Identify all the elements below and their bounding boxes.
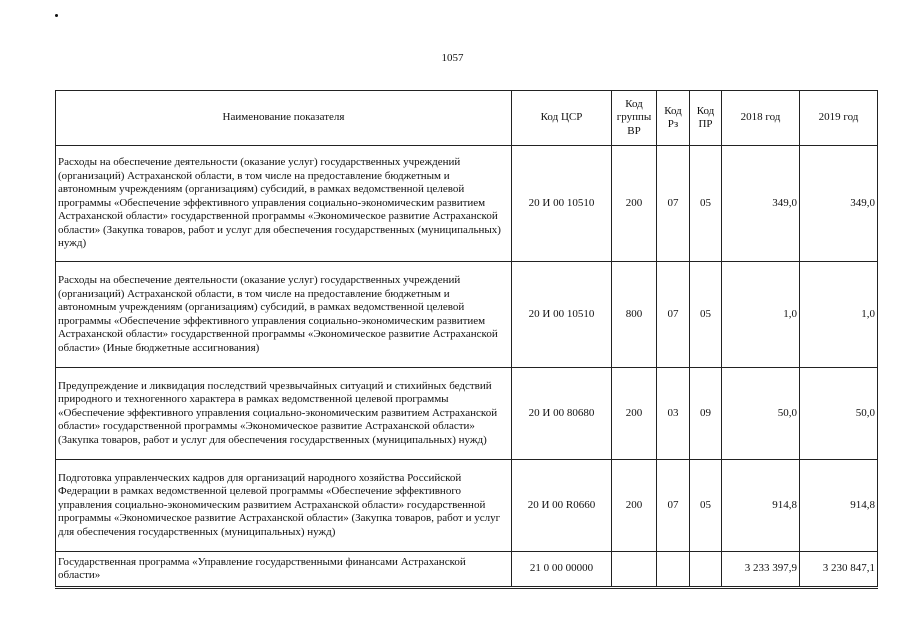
row-vr: 200 [612,146,657,262]
row-csr: 20 И 00 10510 [512,262,612,368]
header-2019: 2019 год [800,91,878,146]
table-header-row [56,91,878,146]
row-csr: 20 И 00 R0660 [512,460,612,552]
row-name: Расходы на обеспечение деятельности (оказание услуг) государственных учреждений (организаций) Астраханской области, в том числе на предоставление бюджетным и автономным учреждениям (организациям) субсидий, в рамках ведомственной целевой программы «Обеспечение эффективного управления социально-экономическим развитием Астраханской области» государственной программы «Экономическое развитие Астраханской области» (Закупка товаров, работ и услуг для обеспечения государственных (муниципальных) нужд) [56,146,512,262]
row-rz [657,552,690,588]
row-vr: 800 [612,262,657,368]
row-2019: 50,0 [800,368,878,460]
row-vr: 200 [612,368,657,460]
row-name: Государственная программа «Управление государственными финансами Астраханской области» [56,552,512,588]
header-pr: Код ПР [690,91,722,146]
row-pr: 05 [690,262,722,368]
row-csr: 20 И 00 80680 [512,368,612,460]
table-row [56,368,878,460]
row-pr [690,552,722,588]
row-name: Подготовка управленческих кадров для организаций народного хозяйства Российской Федерации в рамках ведомственной целевой программы «Обеспечение эффективного управления социально-экономическим развитием Астраханской области» государственной программы «Экономическое развитие Астраханской области» (Закупка товаров, работ и услуг для обеспечения государственных (муниципальных) нужд) [56,460,512,552]
row-2018: 1,0 [722,262,800,368]
header-2018: 2018 год [722,91,800,146]
table-row [56,552,878,588]
row-csr: 20 И 00 10510 [512,146,612,262]
row-csr: 21 0 00 00000 [512,552,612,588]
row-2018: 3 233 397,9 [722,552,800,588]
header-csr: Код ЦСР [512,91,612,146]
budget-table [55,90,878,589]
row-2018: 349,0 [722,146,800,262]
row-rz: 03 [657,368,690,460]
row-rz: 07 [657,262,690,368]
page-number: 1057 [441,52,464,64]
stray-dot-mark [55,14,58,17]
row-2018: 50,0 [722,368,800,460]
row-pr: 05 [690,460,722,552]
table-row [56,146,878,262]
row-2019: 3 230 847,1 [800,552,878,588]
header-name: Наименование показателя [56,91,512,146]
row-vr: 200 [612,460,657,552]
row-name: Предупреждение и ликвидация последствий чрезвычайных ситуаций и стихийных бедствий природного и техногенного характера в рамках ведомственной целевой программы «Обеспечение эффективного управления социально-экономическим развитием Астраханской области» государственной программы «Экономическое развитие Астраханской области» (Закупка товаров, работ и услуг для обеспечения государственных (муниципальных) нужд) [56,368,512,460]
row-2018: 914,8 [722,460,800,552]
table-row [56,460,878,552]
row-2019: 349,0 [800,146,878,262]
row-2019: 1,0 [800,262,878,368]
row-pr: 05 [690,146,722,262]
header-vr: Код группы ВР [612,91,657,146]
row-rz: 07 [657,146,690,262]
row-pr: 09 [690,368,722,460]
row-name: Расходы на обеспечение деятельности (оказание услуг) государственных учреждений (организаций) Астраханской области, в том числе на предоставление бюджетным и автономным учреждениям (организациям) субсидий, в рамках ведомственной целевой программы «Обеспечение эффективного управления социально-экономическим развитием Астраханской области» государственной программы «Экономическое развитие Астраханской области» (Иные бюджетные ассигнования) [56,262,512,368]
table-row [56,262,878,368]
row-rz: 07 [657,460,690,552]
row-2019: 914,8 [800,460,878,552]
row-vr [612,552,657,588]
header-rz: Код Рз [657,91,690,146]
